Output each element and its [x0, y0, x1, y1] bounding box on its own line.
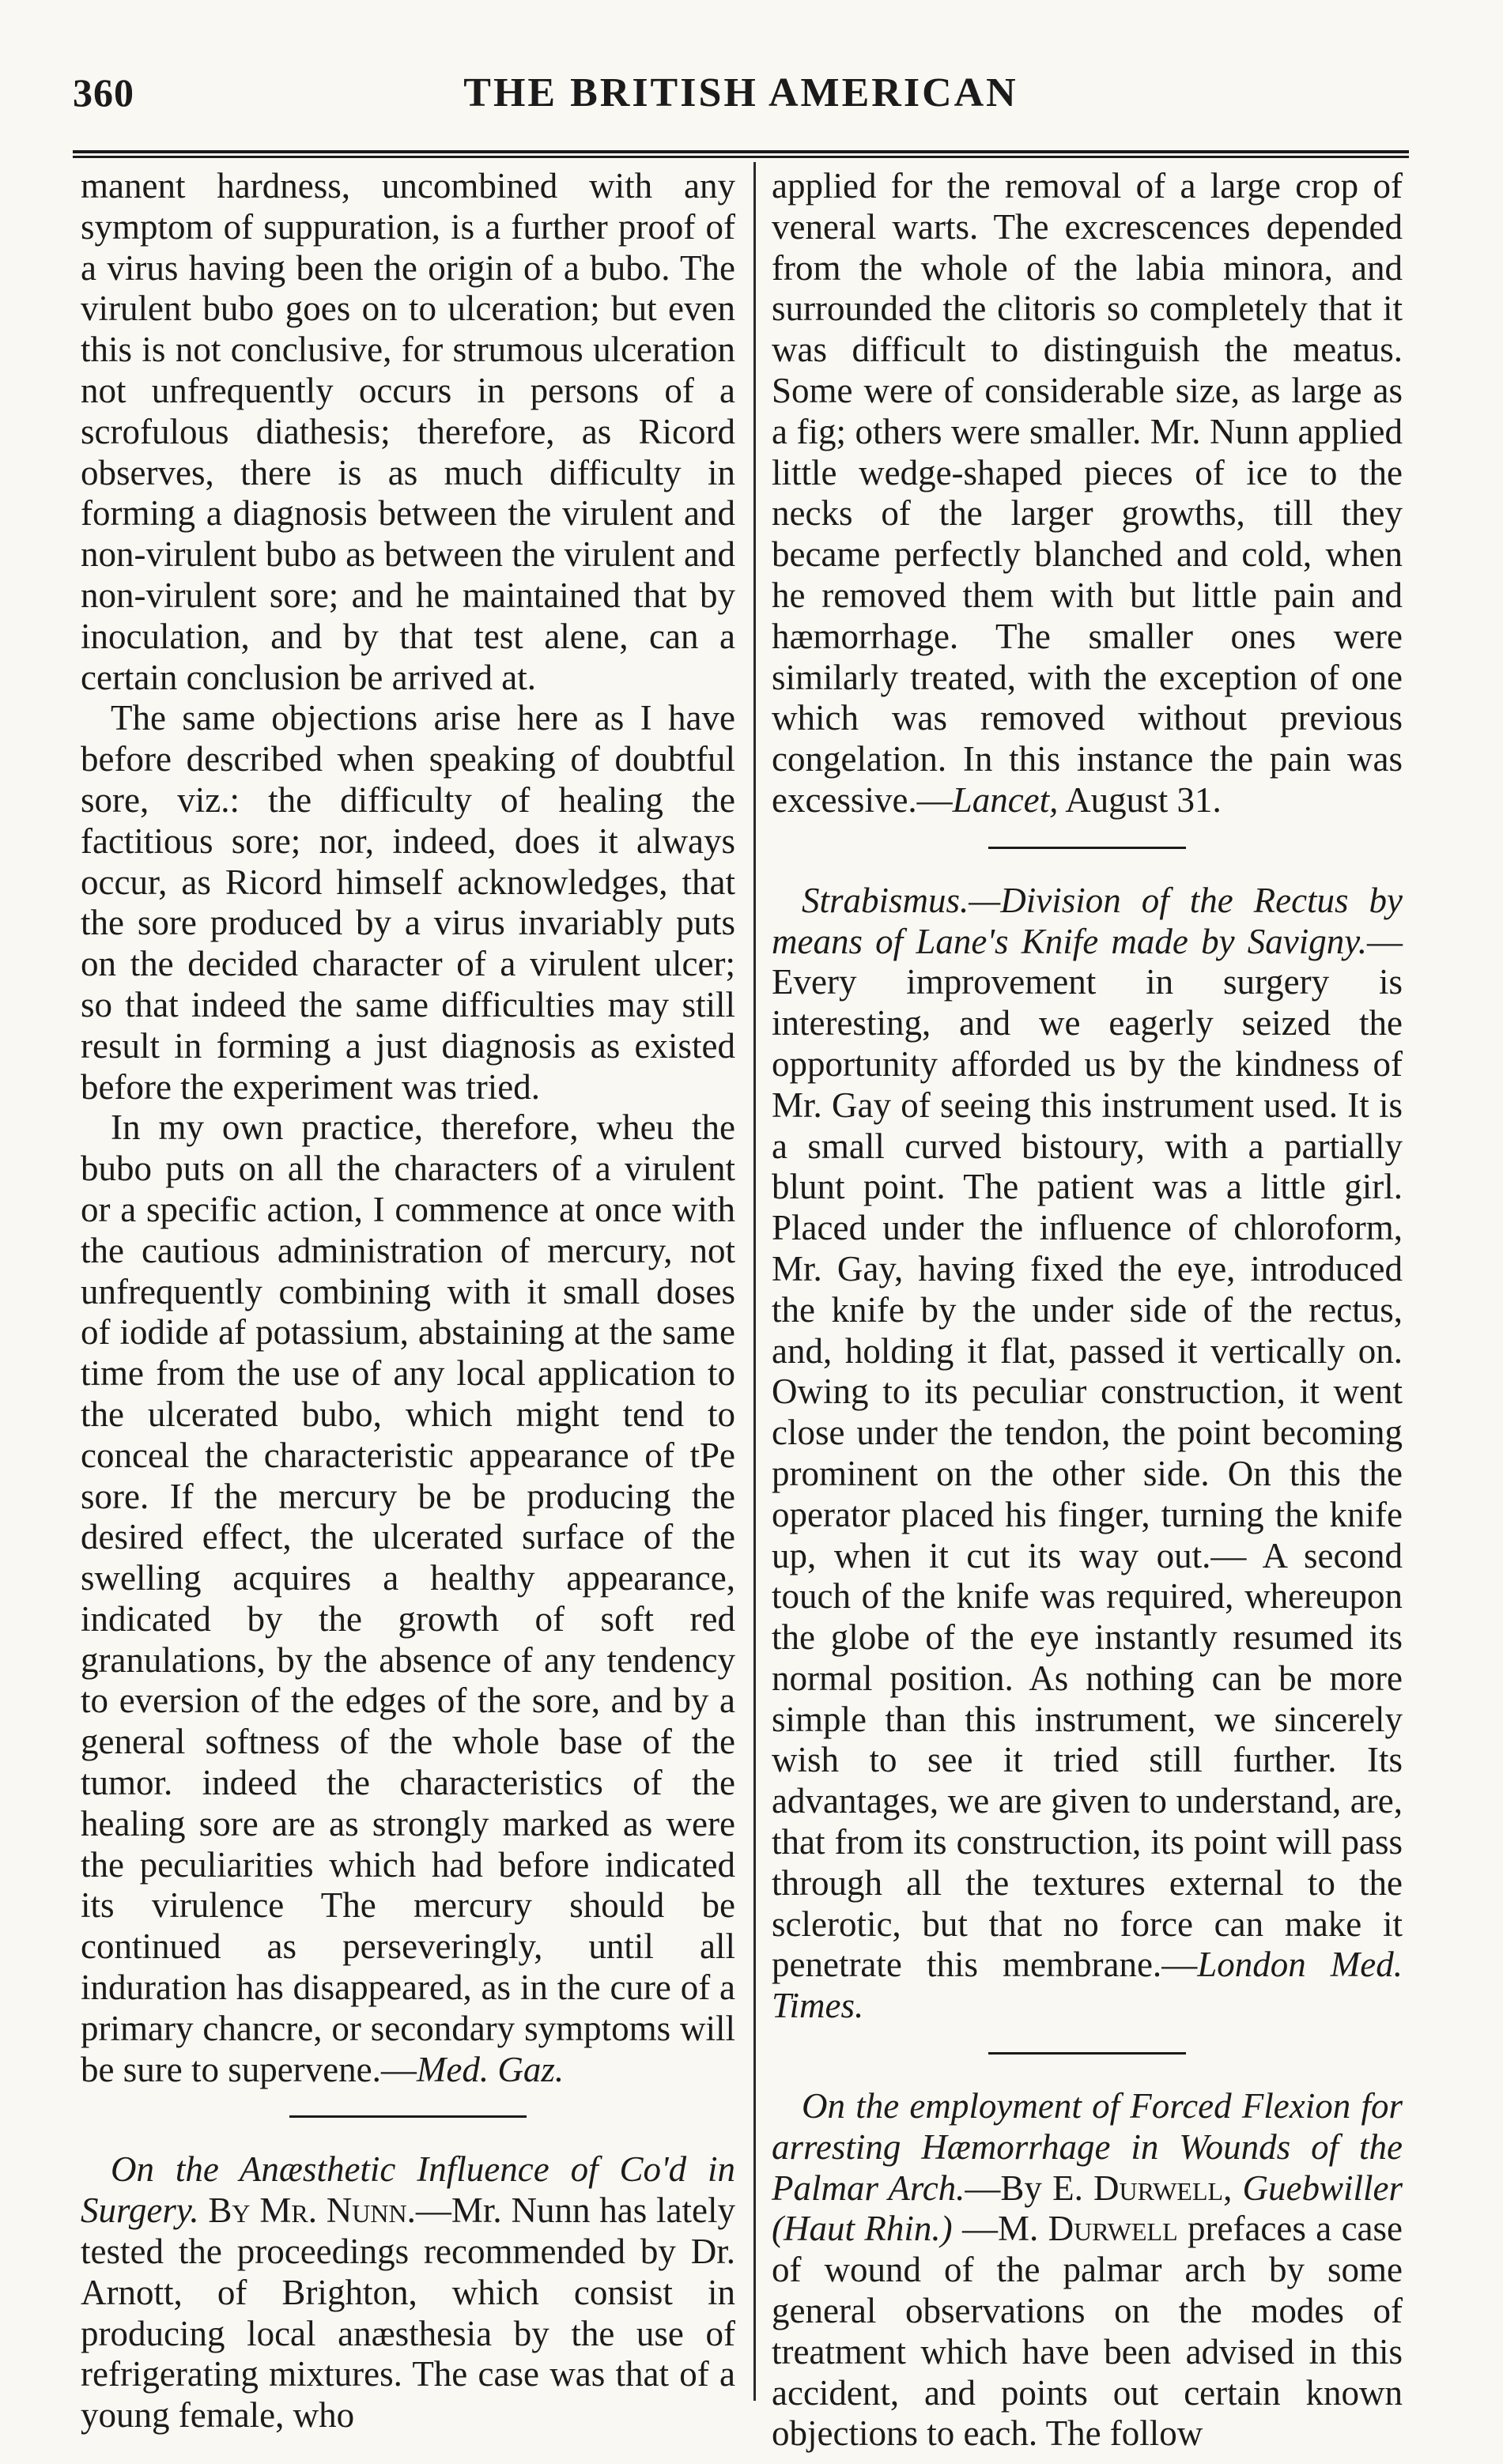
- article-forced-flexion-author2: M. Durwell: [997, 2209, 1178, 2249]
- article-separator: [988, 2052, 1186, 2055]
- article-strabismus-title: Strabismus.—Division of the Rectus by means of Lane's Knife made by Savigny.: [772, 880, 1403, 961]
- left-paragraph-3-source: Med. Gaz.: [416, 2049, 565, 2089]
- right-paragraph-1-source: Lancet,: [952, 779, 1059, 820]
- article-forced-flexion: On the employment of Forced Flexion for arresting Hæmorrhage in Wounds of the Palmar Arch.—By E. Durwell, Guebwiller (Haut Rhin.) —M. Durwell prefaces a case of wound of the palmar arch by some general observations on the modes of treatment which have been advised in this accident, and points out certain known objections to each. The follow: [772, 2086, 1403, 2454]
- left-column: [81, 166, 735, 2436]
- article-forced-flexion-text: prefaces a case of wound of the palmar arch by some general observations on the modes of treatment which have been advised in this accident, and points out certain known objections to each. The follow: [772, 2209, 1403, 2454]
- article-strabismus-source: London Med. Times.: [772, 1945, 1403, 2026]
- article-anaesthetic: On the Anæsthetic Influence of Co'd in Surgery. By Mr. Nunn.—Mr. Nunn has lately tested the proceedings recommended by Dr. Arnott, of Brighton, which consist in producing local anæsthesia by the use of refrigerating mixtures. The case was that of a young female, who: [81, 2149, 736, 2436]
- right-paragraph-1-date: August 31.: [1065, 779, 1222, 820]
- article-forced-flexion-by: By: [1000, 2168, 1042, 2208]
- left-paragraph-3: In my own practice, therefore, wheu the bubo puts on all the characters of a virulent or a specific action, I commence at once with the cautious administration of mercury, not unfrequently combining with it small doses of iodide af potassium, abstaining at the same time from the use of any local application to the ulcerated bubo, which might tend to conceal the characteristic appearance of tPe sore. If the mercury be be producing the desired effect, the ulcerated surface of the swelling acquires a healthy appearance, indicated by the growth of soft red granulations, by the absence of any tendency to eversion of the edges of the sore, and by a general softness of the whole base of the tumor. indeed the characteristics of the healing sore are as strongly marked as were the peculiarities which had before indicated its virulence The mercury should be continued as perseveringly, until all induration has disappeared, as in the cure of a primary chancre, or secondary symptoms will be sure to supervene.—Med. Gaz.: [81, 1107, 735, 2089]
- left-paragraph-1: manent hardness, uncombined with any symptom of suppuration, is a further proof of a virus having been the origin of a bubo. The virulent bubo goes on to ulceration; but even this is not conclusive, for strumous ulceration not unfrequently occurs in persons of a scrofulous diathesis; therefore, as Ricord observes, there is as much difficulty in forming a diagnosis between the virulent and non-virulent bubo as between the virulent and non-virulent sore; and he maintained that by inoculation, and by that test alene, can a certain conclusion be arrived at.: [81, 166, 735, 697]
- right-column: [772, 166, 1403, 2455]
- left-paragraph-2: The same objections arise here as I have before described when speaking of doubtful sore, viz.: the difficulty of healing the factitious sore; nor, indeed, does it always occur, as Ricord himself acknowledges, that the sore produced by a virus invariably puts on the decided character of a virulent ulcer; so that indeed the same difficulties may still result in forming a just diagnosis as existed before the experiment was tried.: [81, 698, 735, 1107]
- left-paragraph-3-text: In my own practice, therefore, wheu the bubo puts on all the characters of a virulent or a specific action, I commence at once with the cautious administration of mercury, not unfrequently combining with it small doses of iodide af potassium, abstaining at the same time from the use of any local application to the ulcerated bubo, which might tend to conceal the characteristic appearance of tPe sore. If the mercury be be producing the desired effect, the ulcerated surface of the swelling acquires a healthy appearance, indicated by the growth of soft red granulations, by the absence of any tendency to eversion of the edges of the sore, and by a general softness of the whole base of the tumor. indeed the characteristics of the healing sore are as strongly marked as were the peculiarities which had before indicated its virulence The mercury should be continued as perseveringly, until all induration has disappeared, as in the cure of a primary chancre, or secondary symptoms will be sure to supervene.: [81, 1107, 735, 2089]
- article-anaesthetic-text: Mr. Nunn has lately tested the proceedings recommended by Dr. Arnott, of Brighton, which consist in producing local anæsthesia by the use of refrigerating mixtures. The case was that of a young female, who: [81, 2190, 736, 2436]
- article-strabismus-text: Every improvement in surgery is interesting, and we eagerly seized the opportunity afforded us by the kindness of Mr. Gay of seeing this instrument used. It is a small curved bistoury, with a partially blunt point. The patient was a little girl. Placed under the influence of chloroform, Mr. Gay, having fixed the eye, introduced the knife by the under side of the rectus, and, holding it flat, passed it vertically on. Owing to its peculiar construction, it went close under the tendon, the point becoming prominent on the other side. On this the operator placed his finger, turning the knife up, when it cut its way out.— A second touch of the knife was required, whereupon the globe of the eye instantly resumed its normal position. As nothing can be more simple than this instrument, we sincerely wish to see it tried still further. Its advantages, we are given to understand, are, that from its construction, its point will pass through all the textures external to the sclerotic, but that no force can make it penetrate this membrane.: [772, 962, 1403, 1985]
- header-rule: [73, 150, 1409, 158]
- article-separator: [988, 847, 1186, 849]
- article-forced-flexion-place: Guebwiller (Haut Rhin.): [772, 2168, 1403, 2249]
- article-anaesthetic-byline: By Mr. Nunn.: [208, 2190, 416, 2231]
- page-number: 360: [73, 70, 134, 115]
- right-paragraph-1: applied for the removal of a large crop of veneral warts. The excrescences depended from the whole of the labia minora, and surrounded the clitoris so completely that it was difficult to distinguish the meatus. Some were of considerable size, as large as a fig; others were smaller. Mr. Nunn applied little wedge-shaped pieces of ice to the necks of the larger growths, till they became perfectly blanched and cold, when he removed them with but little pain and hæmorrhage. The smaller ones were similarly treated, with the exception of one which was removed without previous congelation. In this instance the pain was excessive.—Lancet, August 31.: [772, 166, 1403, 820]
- article-forced-flexion-title: On the employment of Forced Flexion for arresting Hæmorrhage in Wounds of the Palmar Arch.: [772, 2086, 1403, 2208]
- column-divider: [753, 162, 756, 2401]
- article-anaesthetic-title: On the Anæsthetic Influence of Co'd in Surgery.: [81, 2149, 735, 2231]
- article-forced-flexion-author: E. Durwell,: [1052, 2168, 1233, 2208]
- running-title: THE BRITISH AMERICAN: [463, 70, 1018, 115]
- article-separator: [289, 2115, 527, 2118]
- page-header: [73, 70, 1409, 133]
- article-strabismus: Strabismus.—Division of the Rectus by means of Lane's Knife made by Savigny.—Every improvement in surgery is interesting, and we eagerly seized the opportunity afforded us by the kindness of Mr. Gay of seeing this instrument used. It is a small curved bistoury, with a partially blunt point. The patient was a little girl. Placed under the influence of chloroform, Mr. Gay, having fixed the eye, introduced the knife by the under side of the rectus, and, holding it flat, passed it vertically on. Owing to its peculiar construction, it went close under the tendon, the point becoming prominent on the other side. On this the operator placed his finger, turning the knife up, when it cut its way out.— A second touch of the knife was required, whereupon the globe of the eye instantly resumed its normal position. As nothing can be more simple than this instrument, we sincerely wish to see it tried still further. Its advantages, we are given to understand, are, that from its construction, its point will pass through all the textures external to the sclerotic, but that no force can make it penetrate this membrane.—London Med. Times.: [772, 880, 1403, 2026]
- right-paragraph-1-text: applied for the removal of a large crop of veneral warts. The excrescences depended from the whole of the labia minora, and surrounded the clitoris so completely that it was difficult to distinguish the meatus. Some were of considerable size, as large as a fig; others were smaller. Mr. Nunn applied little wedge-shaped pieces of ice to the necks of the larger growths, till they became perfectly blanched and cold, when he removed them with but little pain and hæmorrhage. The smaller ones were similarly treated, with the exception of one which was removed without previous congelation. In this instance the pain was excessive.: [772, 166, 1403, 820]
